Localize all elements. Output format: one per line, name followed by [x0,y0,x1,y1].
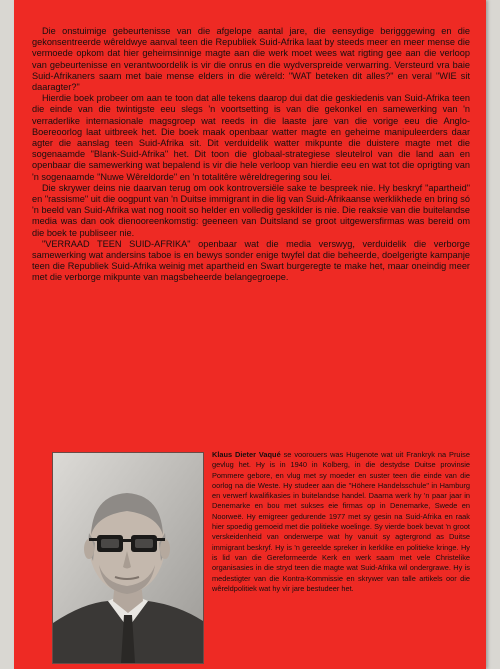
author-bio-text: se voorouers was Hugenote wat uit Frankryk na Pruise gevlug het. Hy is in 1940 in Kolberg, in die destydse Duitse provinsie Pommere gebore, en vlug met sy moeder en suster teen die einde van die oorlog na die Weste. Hy studeer aan die "Höhere Handelsschule" in Hamburg en verwerf kwalifikasies in buitelandse handel. Daarna werk hy 'n paar jaar in Denemarke en bou met sukses eie firmas op in Denemarke, Swede en Noorweë. Hy emigreer gedurende 1977 met sy gesin na Suid-Afrika en raak hier spoedig gemoeid met die politieke woelinge. Sy vierde boek bevat 'n groot verskeidenheid van onderwerpe wat hy vanuit sy agtergrond as Duitse immigrant beskryf. Hy is 'n gereelde spreker in kerklike en politieke kringe. Hy is lid van die Gereformeerde Kerk en werk saam met vele Christelike organisasies in die stryd teen die magte wat Suid-Afrika wil ondergrawe. Hy is medestigter van die Kontra-Kommissie en skrywer van talle artikels oor die wêreldpolitiek wat hy vir jare bestudeer het. [212,450,470,593]
blurb-paragraph-2: Hierdie boek probeer om aan te toon dat alle tekens daarop dui dat die geskiedenis van Suid-Afrika teen die einde van die twintigste eeu slegs 'n voortsetting is van die gekonkel en samewerking van 'n verraderlike internasionale magsgroep wat reeds in die laaste jare van die vorige eeu die Anglo-Boereoorlog laat uitbreek het. Die boek maak openbaar watter magte en geheime manipuleerders daar agter die aanslag teen Suid-Afrika sit. Dit verduidelik watter mikpunte die duistere magte met die sogenaamde "Blank-Suid-Afrika" het. Dit toon die globaal-strategiese sleutelrol van die land aan en openbaar die samewerking wat bepalend is vir die hele verloop van hierdie eeu en wat tot die oprigting van 'n sogenaamde "Nuwe Wêreldorde" en 'n totalitêre wêreldregering sou lei. [32,93,470,182]
blurb-paragraph-4: "VERRAAD TEEN SUID-AFRIKA" openbaar wat die media verswyg, verduidelik die verborge samewerking wat andersins taboe is en bewys sonder enige twyfel dat die beheerde, doelgerigte kampanje teen die Republiek Suid-Afrika weinig met apartheid en Swart burgeregte te make het, maar oneindig meer met die verborge mikpunte van magsbeheerde belangegroepe. [32,238,470,283]
blurb-text [32,26,470,284]
blurb-paragraph-3: Die skrywer deins nie daarvan terug om ook kontroversiële sake te bespreek nie. Hy beskryf "apartheid" en "rassisme" uit die oogpunt van 'n Duitse immigrant in die lig van Suid-Afrikaanse werklikhede en bring só 'n beeld van Suid-Afrika wat nog nooit so helder en volledig geskilder is nie. Die reaksie van die buitelandse media was dan ook dienooreenkomstig: geeneen van Duitsland se groot uitgewersfirmas was bereid om die boek te publiseer nie. [32,182,470,238]
author-photo [52,452,204,664]
blurb-paragraph-1: Die onstuimige gebeurtenisse van die afgelope aantal jare, die eensydige berigggewing en die gekonsentreerde wêreldwye aanval teen die Republiek Suid-Afrika laat by steeds meer en meer mense die vermoede opkom dat hier geheimsinnige magte aan die werk moet wees wat rigting gee aan die verloop van gebeurtenisse en verantwoordelik is vir die onrus en die wydverspreide verwarring. Versteurd vra baie Suid-Afrikaners saam met baie mense elders in die wêreld: "WAT beteken dit alles?" en veral "WIE sit daaragter?" [32,26,470,93]
author-bio [212,450,470,594]
author-name: Klaus Dieter Vaqué [212,450,284,459]
author-portrait-image [53,453,203,663]
